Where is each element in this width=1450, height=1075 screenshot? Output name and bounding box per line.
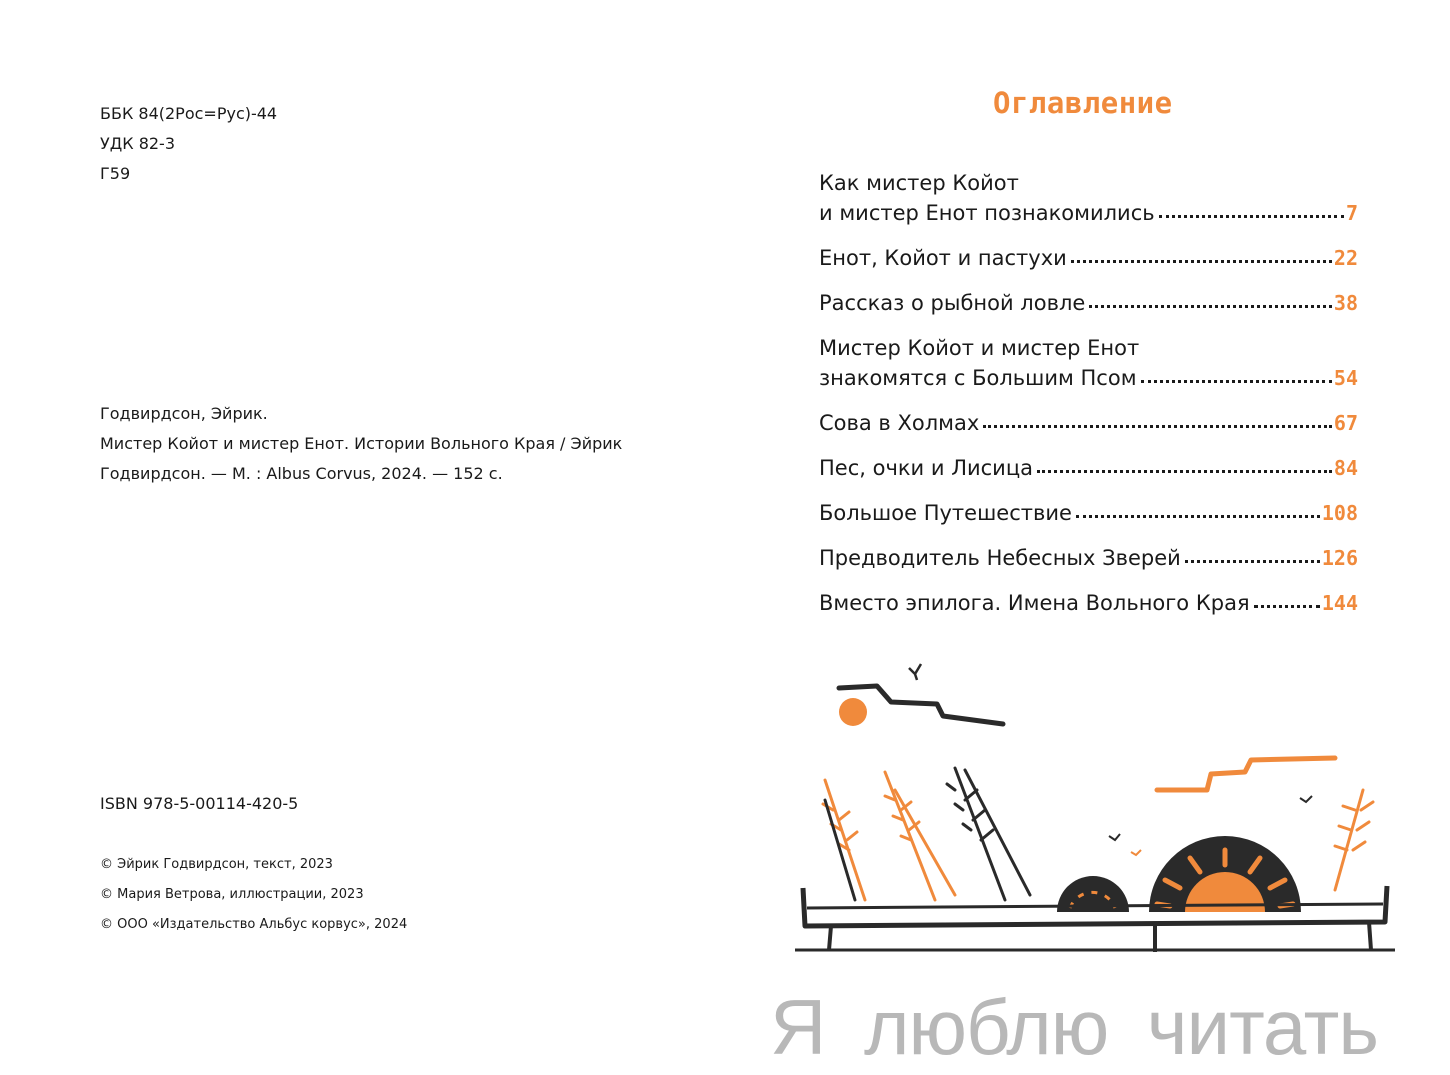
- toc-entry-title-continued: знакомятся с Большим Псом: [819, 366, 1137, 390]
- dot-leader: [1076, 515, 1320, 518]
- toc-entry-title: Как мистер Койот: [819, 171, 1019, 195]
- toc-page-number: 108: [1321, 501, 1358, 525]
- toc-page-number: 144: [1321, 591, 1358, 615]
- dot-leader: [1089, 305, 1332, 308]
- bibliographic-title: Мистер Койот и мистер Енот. Истории Вольного Края / Эйрик: [100, 434, 623, 453]
- copyright-publisher: © ООО «Издательство Альбус корвус», 2024: [100, 917, 408, 932]
- dot-leader: [1037, 470, 1332, 473]
- toc-entry-title: Енот, Койот и пастухи: [819, 246, 1067, 270]
- toc-entry[interactable]: [819, 453, 1358, 483]
- toc-page-number: 84: [1333, 456, 1358, 480]
- toc-entry-title: Большое Путешествие: [819, 501, 1072, 525]
- dot-leader: [1159, 215, 1344, 218]
- toc-entry[interactable]: [819, 168, 1358, 228]
- toc-page-number: 67: [1333, 411, 1358, 435]
- toc-entry[interactable]: [819, 243, 1358, 273]
- wheat-orange-icon: [823, 772, 955, 900]
- dot-leader: [1254, 605, 1320, 608]
- toc-entry[interactable]: [819, 288, 1358, 318]
- copyright-illustrations: © Мария Ветрова, иллюстрации, 2023: [100, 887, 364, 902]
- dot-leader: [1141, 380, 1332, 383]
- toc-page-number: 38: [1333, 291, 1358, 315]
- bibliographic-publication: Годвирдсон. — М. : Albus Corvus, 2024. — 152 с.: [100, 464, 503, 483]
- sun-small-icon: [839, 698, 867, 726]
- toc-entry-title: Мистер Койот и мистер Енот: [819, 336, 1140, 360]
- watermark: Я люблю читать: [770, 983, 1378, 1071]
- landscape-illustration: [795, 650, 1405, 970]
- toc-entry-title: Сова в Холмах: [819, 411, 980, 435]
- copyright-text: © Эйрик Годвирдсон, текст, 2023: [100, 857, 333, 872]
- toc-page-number: 54: [1333, 366, 1358, 390]
- toc-entry[interactable]: [819, 408, 1358, 438]
- toc-entry-title: Вместо эпилога. Имена Вольного Края: [819, 591, 1250, 615]
- toc-entry[interactable]: [819, 543, 1358, 573]
- bibliographic-author: Годвирдсон, Эйрик.: [100, 404, 268, 423]
- wheat-orange-right-icon: [1335, 790, 1373, 890]
- author-mark: Г59: [100, 164, 131, 183]
- bird-icon: [1131, 850, 1141, 855]
- toc-entry-title-continued: и мистер Енот познакомились: [819, 201, 1155, 225]
- bbk-code: ББК 84(2Рос=Рус)-44: [100, 104, 278, 123]
- bird-icon: [909, 664, 921, 680]
- toc-title: Оглавление: [993, 86, 1173, 120]
- toc-entry-title: Предводитель Небесных Зверей: [819, 546, 1181, 570]
- dot-leader: [983, 425, 1332, 428]
- udk-code: УДК 82-3: [100, 134, 176, 153]
- isbn: ISBN 978-5-00114-420-5: [100, 794, 299, 813]
- bird-icon: [1109, 834, 1120, 840]
- dot-leader: [1185, 560, 1320, 563]
- imprint-page: [100, 0, 700, 1075]
- toc-page-number: 22: [1333, 246, 1358, 270]
- dot-leader: [1071, 260, 1332, 263]
- toc-page-number: 126: [1321, 546, 1358, 570]
- toc-entry-title: Пес, очки и Лисица: [819, 456, 1033, 480]
- cloud-line-orange-icon: [1157, 758, 1335, 790]
- bird-icon: [1300, 796, 1312, 802]
- toc-entry[interactable]: [819, 333, 1358, 393]
- toc-page-number: 7: [1345, 201, 1358, 225]
- toc-entry-title: Рассказ о рыбной ловле: [819, 291, 1086, 315]
- toc-entry[interactable]: [819, 588, 1358, 618]
- toc-entry[interactable]: [819, 498, 1358, 528]
